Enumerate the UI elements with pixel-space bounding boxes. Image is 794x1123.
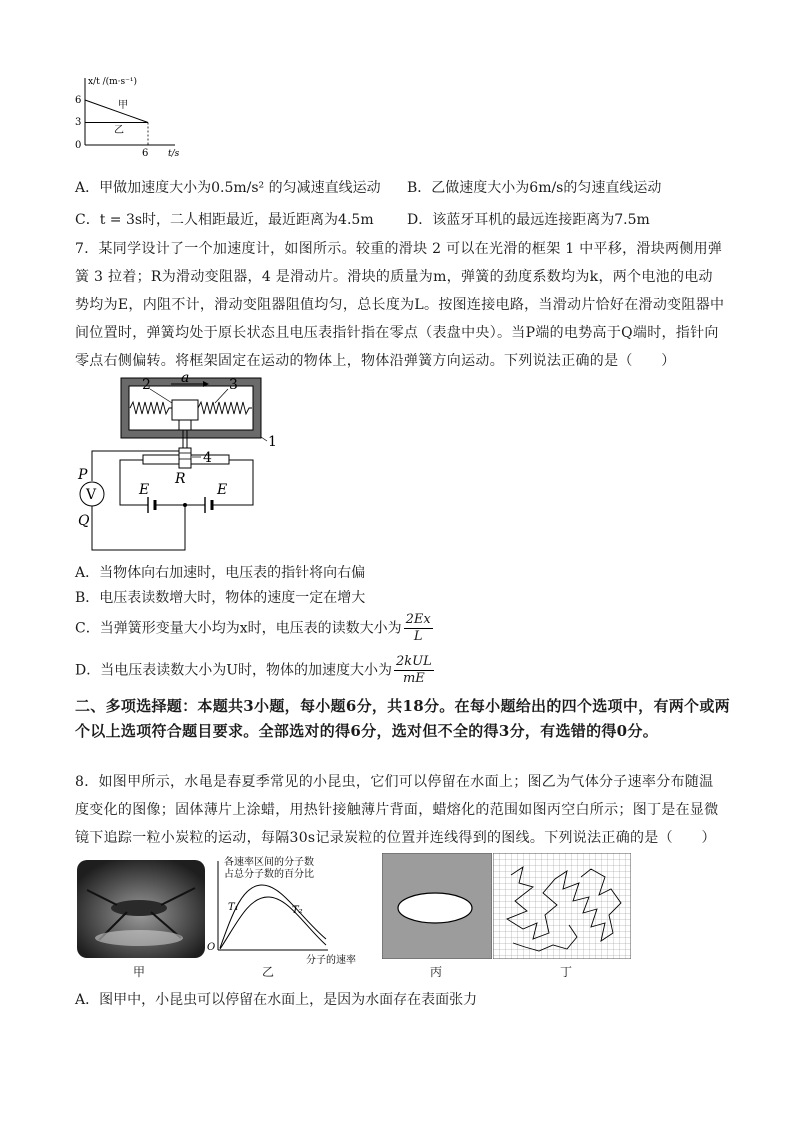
q7-option-d-den: mE: [402, 671, 425, 686]
label-E1: E: [139, 482, 150, 498]
wire-q: [92, 505, 185, 550]
sliding-contact: [179, 448, 191, 468]
label-E2: E: [217, 482, 228, 498]
x-tick-6: 6: [142, 148, 149, 159]
figure-bing-wax-sheet: [382, 853, 492, 959]
label-R: R: [175, 471, 186, 487]
q7-option-d-fraction: [394, 654, 434, 687]
series-label-jia: 甲: [118, 100, 128, 111]
curve-T1: [220, 885, 326, 948]
label-T2: T₂: [292, 905, 303, 916]
series-label-yi: 乙: [114, 125, 124, 136]
q8-option-a: A．图甲中，小昆虫可以停留在水面上，是因为水面存在表面张力: [75, 992, 478, 1008]
q7-option-d-text: D．当电压表读数大小为U时，物体的加速度大小为: [75, 662, 393, 679]
figure-jia-water-strider-photo: [77, 860, 205, 958]
caption-ding: 丁: [560, 965, 573, 979]
q6-option-b: B．乙做速度大小为6m/s的匀速直线运动: [407, 180, 662, 196]
label-2: 2: [142, 377, 151, 393]
label-T1: T₁: [228, 902, 239, 913]
q7-option-d-num: 2kUL: [396, 654, 432, 669]
q7-option-c-den: L: [413, 629, 423, 644]
label-1: 1: [268, 434, 277, 450]
x-axis-label: t/s: [168, 149, 180, 159]
label-4: 4: [203, 450, 212, 466]
slider-block: [172, 400, 198, 420]
yi-origin: O: [207, 942, 216, 953]
caption-bing: 丙: [430, 965, 443, 979]
figure-yi-speed-distribution: [200, 855, 360, 965]
q8-stem: 8．如图甲所示，水黾是春夏季常见的小昆虫，它们可以停留在水面上；图乙为气体分子速率分布随温度变化的图像；固体薄片上涂蜡，用热针接触薄片背面，蜡熔化的范围如图丙空白所示；图丁是在显微镜下追踪一粒小炭粒的运动，每隔30s记录炭粒的位置并连线得到的图线。下列说法正确的是（ ）: [75, 774, 719, 846]
y-tick-0: 0: [75, 140, 82, 151]
q6-option-d: D．该蓝牙耳机的最远连接距离为7.5m: [407, 212, 650, 228]
series-line-jia: [85, 100, 148, 123]
q7-option-c-num: 2Ex: [405, 612, 431, 627]
q6-option-c: C．t = 3s时，二人相距最近，最近距离为4.5m: [75, 212, 374, 228]
q7-option-c-text: C．当弹簧形变量大小均为x时，电压表的读数大小为: [75, 620, 402, 637]
q7-stem: 7．某同学设计了一个加速度计，如图所示。较重的滑块 2 可以在光滑的框架 1 中平移，滑块两侧用弹簧 3 拉着；R为滑动变阻器，4 是滑动片。滑块的质量为m，弹簧的劲度系数均为k，两个电池的电动势均为E，内阻不计，滑动变阻器阻值均匀，总长度为L。按图连接电路，当滑动片恰好在滑动变阻器中间位置时，弹簧均处于原长状态且电压表指针指在零点（表盘中央）。当P端的电势高于Q端时，指针向零点右侧偏转。将框架固定在运动的物体上，物体沿弹簧方向运动。下列说法正确的是（ ）: [75, 241, 725, 369]
label-3: 3: [229, 377, 238, 393]
yi-y-label-2: 占总分子数的百分比: [224, 869, 314, 880]
caption-jia: 甲: [133, 965, 146, 979]
q6-vt-chart: [70, 70, 200, 160]
label-a: a: [181, 373, 190, 386]
q7-option-c: [75, 612, 433, 645]
yi-y-label-1: 各速率区间的分子数: [224, 857, 314, 868]
melted-region: [398, 893, 472, 923]
q7-accelerometer-figure: [75, 373, 285, 555]
q7-option-a: A．当物体向右加速时，电压表的指针将向右偏: [75, 565, 366, 581]
y-tick-6: 6: [75, 95, 82, 106]
q7-option-c-fraction: [404, 612, 433, 645]
yi-x-label: 分子的速率: [306, 955, 356, 965]
label-Q: Q: [78, 513, 90, 529]
q7-option-b: B．电压表读数增大时，物体的速度一定在增大: [75, 590, 366, 606]
q6-option-a: A．甲做加速度大小为0.5m/s² 的匀减速直线运动: [75, 180, 381, 196]
caption-yi: 乙: [262, 965, 275, 979]
figure-ding-brownian-trace: [493, 853, 631, 959]
y-axis-label: x/t /(m·s⁻¹): [88, 77, 138, 87]
q7-option-d: [75, 654, 434, 687]
label-P: P: [78, 467, 88, 483]
section2-heading: 二、多项选择题：本题共3小题，每小题6分，共18分。在每小题给出的四个选项中，有两个或两个以上选项符合题目要求。全部选对的得6分，选对但不全的得3分，有选错的得0分。: [75, 697, 730, 740]
y-tick-3: 3: [75, 117, 82, 128]
label-V: V: [86, 487, 97, 503]
